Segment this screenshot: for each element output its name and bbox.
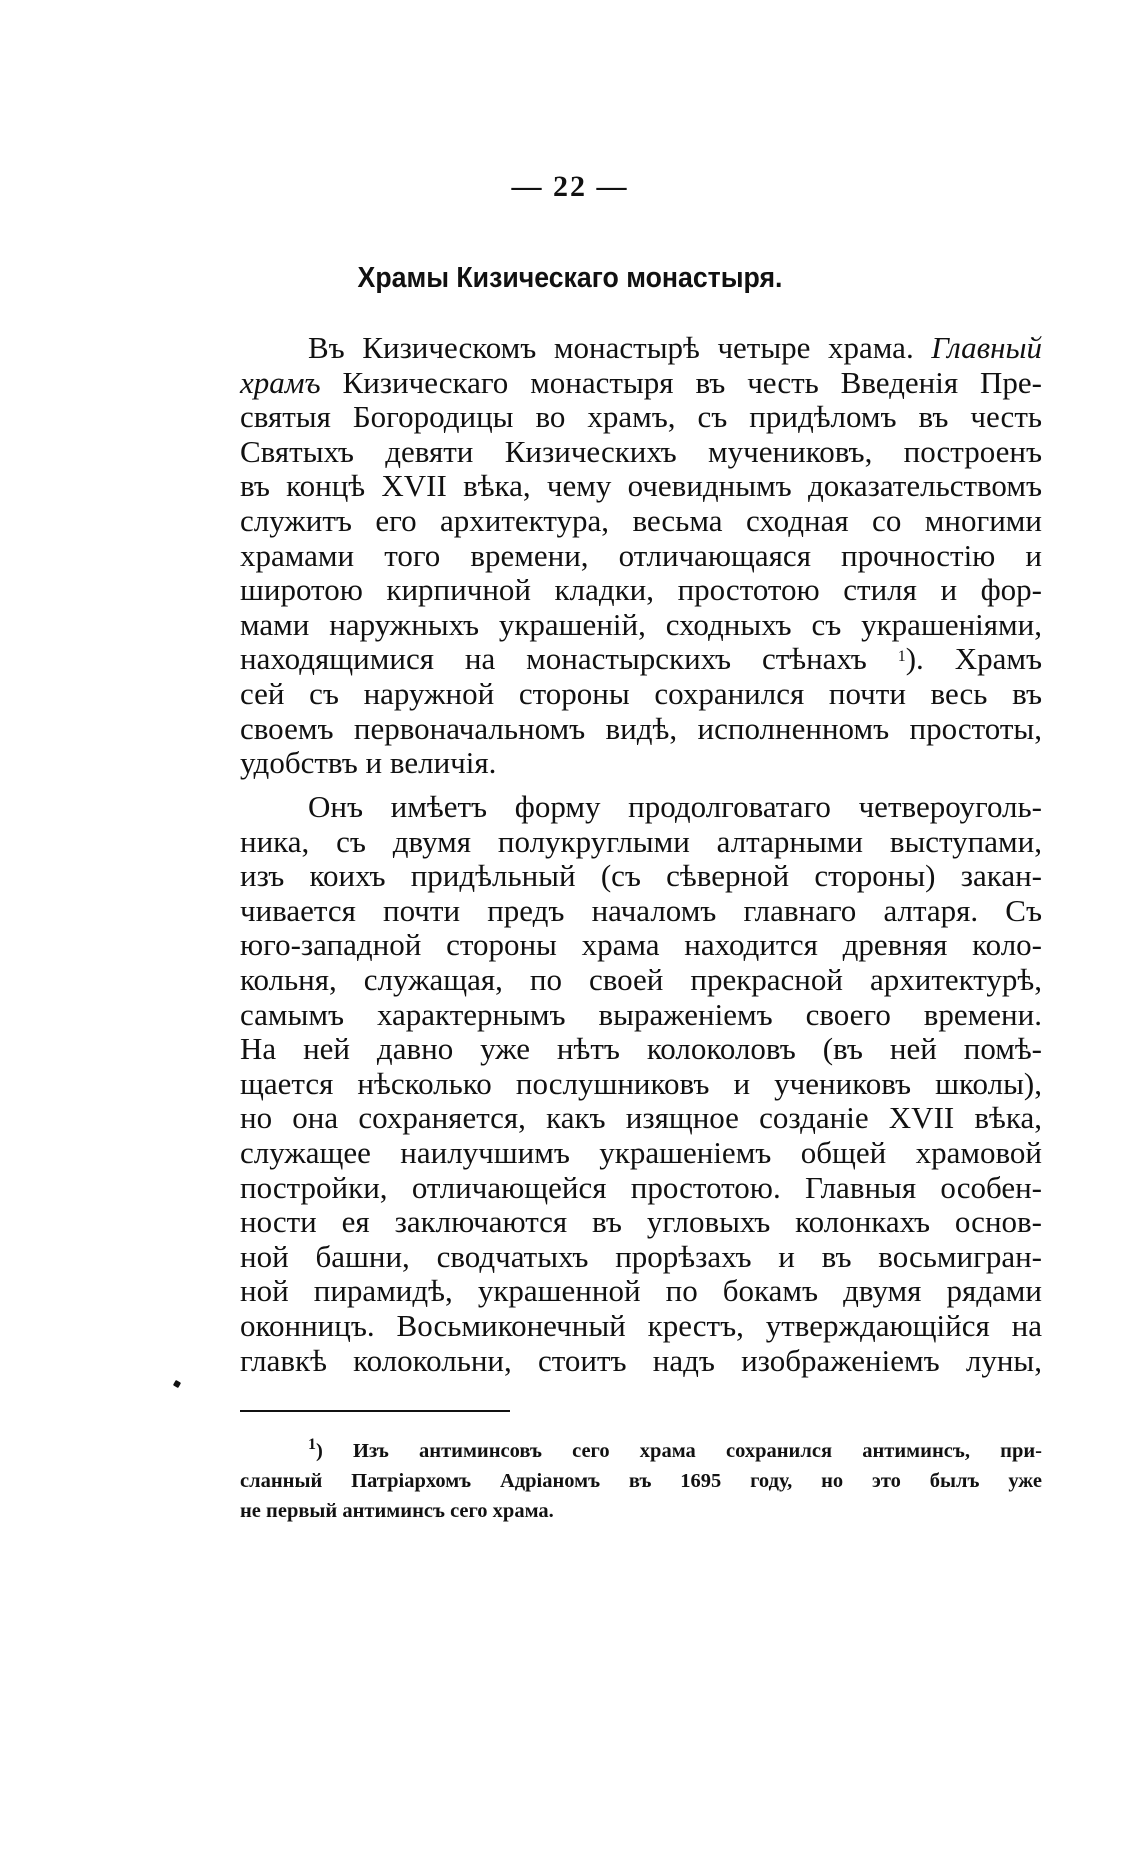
text-line: чивается почти предъ началомъ главнаго алтаря. Съ (240, 892, 1042, 928)
text-line: ника, съ двумя полукруглыми алтарными выступами, (240, 823, 1042, 859)
text-run: Въ Кизическомъ монастырѣ четыре храма. (308, 330, 914, 365)
footnote (240, 1436, 1042, 1526)
text-line: Онъ имѣетъ форму продолговатаго четвероуголь- (308, 789, 1042, 824)
paragraph-2 (240, 790, 1042, 1378)
text-run: ). Храмъ (905, 641, 1043, 677)
text-line: служащее наилучшимъ украшеніемъ общей храмовой (240, 1134, 1042, 1170)
text-line: широтою кирпичной кладки, простотою стиля и фор- (240, 572, 1042, 608)
text-line: удобствъ и величія. (240, 745, 497, 781)
text-line: своемъ первоначальномъ видѣ, исполненномъ простоты, (240, 710, 1042, 746)
text-line: но она сохраняется, какъ изящное созданіе XVII вѣка, (240, 1100, 1042, 1136)
footnote-reference[interactable]: 1 (897, 648, 906, 666)
text-line (240, 331, 1042, 366)
text-line: самымъ характернымъ выраженіемъ своего времени. (240, 996, 1042, 1032)
text-line: мами наружныхъ украшеній, сходныхъ съ украшеніями, (240, 606, 1042, 642)
text-line: святыя Богородицы во храмъ, съ придѣломъ въ честь (240, 399, 1042, 435)
text-line: ной пирамидѣ, украшенной по бокамъ двумя рядами (240, 1273, 1042, 1309)
footnote-marker: 1 (308, 1436, 316, 1453)
text-line: постройки, отличающейся простотою. Главныя особен- (240, 1169, 1042, 1205)
text-line: На ней давно уже нѣтъ колоколовъ (въ ней помѣ- (240, 1031, 1042, 1067)
text-line: Святыхъ девяти Кизическихъ мучениковъ, построенъ (240, 433, 1042, 469)
text-run: находящимися на монастырскихъ стѣнахъ (240, 641, 867, 677)
paragraph-1 (240, 331, 1042, 781)
text-line (240, 642, 1042, 677)
text-line: въ концѣ XVII вѣка, чему очевиднымъ доказательствомъ (240, 468, 1042, 504)
text-line: главкѣ колокольни, стоитъ надъ изображеніемъ луны, (240, 1342, 1042, 1378)
text-line: щается нѣсколько послушниковъ и учениковъ школы), (240, 1065, 1042, 1101)
text-line: сей съ наружной стороны сохранился почти весь въ (240, 675, 1042, 711)
text-line: служитъ его архитектура, весьма сходная со многими (240, 502, 1042, 538)
footnote-divider (240, 1410, 510, 1412)
text-line: юго-западной стороны храма находится древняя коло- (240, 927, 1042, 963)
margin-mark (173, 1380, 181, 1388)
section-heading: Храмы Кизическаго монастыря. (357, 262, 783, 294)
text-run: ) Изъ антиминсовъ сего храма сохранился антиминсъ, при- (316, 1440, 1042, 1462)
italic-term: Главный (931, 330, 1043, 365)
text-line: ности ея заключаются въ угловыхъ колонкахъ основ- (240, 1204, 1042, 1240)
footnote-line: не первый антиминсъ сего храма. (240, 1500, 554, 1522)
text-run: Кизическаго монастыря въ честь Введенія Пре- (342, 364, 1043, 400)
text-line (240, 366, 1042, 401)
footnote-line (240, 1436, 1042, 1466)
text-line: храмами того времени, отличающаяся прочностію и (240, 537, 1042, 573)
page-number: — 22 — (511, 170, 629, 203)
italic-term: храмъ (240, 364, 321, 400)
text-line: кольня, служащая, по своей прекрасной архитектурѣ, (240, 961, 1042, 997)
text-line: изъ коихъ придѣльный (съ сѣверной стороны) закан- (240, 858, 1042, 894)
text-line: оконницъ. Восьмиконечный крестъ, утверждающійся на (240, 1307, 1042, 1343)
text-line: ной башни, сводчатыхъ прорѣзахъ и въ восьмигран- (240, 1238, 1042, 1274)
footnote-line: сланный Патріархомъ Адріаномъ въ 1695 году, но это былъ уже (240, 1470, 1042, 1492)
